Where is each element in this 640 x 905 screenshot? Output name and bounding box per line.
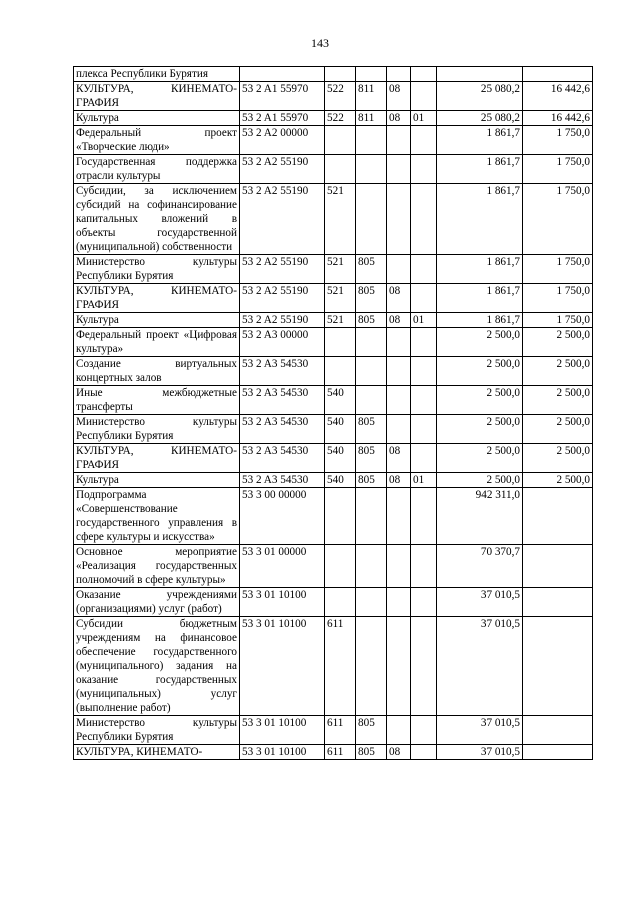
row-name-cell: Создание виртуальных концертных залов <box>74 357 240 386</box>
row-sub-cell <box>411 67 437 82</box>
row-rz-cell <box>356 67 387 82</box>
row-vr-cell: 611 <box>325 745 356 760</box>
row-vr-cell <box>325 126 356 155</box>
row-amount1-cell: 2 500,0 <box>437 386 523 415</box>
row-pr-cell <box>387 184 411 255</box>
row-code-cell <box>240 67 325 82</box>
row-rz-cell <box>356 488 387 545</box>
row-amount2-cell <box>523 716 593 745</box>
row-sub-cell: 01 <box>411 313 437 328</box>
row-pr-cell: 08 <box>387 284 411 313</box>
table-row <box>74 111 593 126</box>
row-rz-cell <box>356 386 387 415</box>
table-row <box>74 126 593 155</box>
row-amount1-cell: 1 861,7 <box>437 255 523 284</box>
row-sub-cell <box>411 716 437 745</box>
row-amount1-cell: 25 080,2 <box>437 111 523 126</box>
row-amount2-cell: 2 500,0 <box>523 357 593 386</box>
row-vr-cell: 521 <box>325 184 356 255</box>
row-code-cell: 53 2 A3 54530 <box>240 444 325 473</box>
row-vr-cell <box>325 67 356 82</box>
row-vr-cell: 611 <box>325 617 356 716</box>
row-vr-cell: 521 <box>325 313 356 328</box>
row-amount1-cell <box>437 67 523 82</box>
row-sub-cell <box>411 745 437 760</box>
row-rz-cell <box>356 155 387 184</box>
row-rz-cell <box>356 328 387 357</box>
row-code-cell: 53 2 A2 55190 <box>240 284 325 313</box>
row-code-cell: 53 2 A2 55190 <box>240 184 325 255</box>
row-amount1-cell: 37 010,5 <box>437 716 523 745</box>
row-amount2-cell <box>523 67 593 82</box>
row-sub-cell <box>411 357 437 386</box>
row-rz-cell <box>356 617 387 716</box>
row-amount2-cell <box>523 588 593 617</box>
row-code-cell: 53 2 A3 00000 <box>240 328 325 357</box>
row-amount2-cell: 2 500,0 <box>523 415 593 444</box>
row-sub-cell <box>411 184 437 255</box>
table-row <box>74 415 593 444</box>
row-rz-cell: 805 <box>356 255 387 284</box>
row-code-cell: 53 2 A3 54530 <box>240 386 325 415</box>
row-pr-cell <box>387 255 411 284</box>
row-pr-cell: 08 <box>387 111 411 126</box>
row-rz-cell: 805 <box>356 284 387 313</box>
row-name-cell: Федеральный проект «Творческие люди» <box>74 126 240 155</box>
row-amount2-cell: 2 500,0 <box>523 473 593 488</box>
row-name-cell: Иные межбюджетные трансферты <box>74 386 240 415</box>
row-amount2-cell: 1 750,0 <box>523 155 593 184</box>
row-name-cell: Субсидии, за исключением субсидий на софинансирование капитальных вложений в объекты государственной (муниципальной) собственности <box>74 184 240 255</box>
row-amount2-cell: 1 750,0 <box>523 184 593 255</box>
row-amount2-cell <box>523 545 593 588</box>
table-row <box>74 745 593 760</box>
table-row <box>74 155 593 184</box>
table-row <box>74 67 593 82</box>
row-sub-cell <box>411 82 437 111</box>
row-code-cell: 53 2 A1 55970 <box>240 82 325 111</box>
row-name-cell: КУЛЬТУРА, КИНЕМАТО- <box>74 745 240 760</box>
row-name-cell: Подпрограмма «Совершенствование государственного управления в сфере культуры и искусства» <box>74 488 240 545</box>
row-vr-cell <box>325 328 356 357</box>
row-rz-cell: 811 <box>356 82 387 111</box>
table-row <box>74 473 593 488</box>
row-sub-cell <box>411 126 437 155</box>
row-rz-cell: 805 <box>356 415 387 444</box>
row-pr-cell <box>387 357 411 386</box>
row-code-cell: 53 2 A2 55190 <box>240 155 325 184</box>
row-vr-cell <box>325 357 356 386</box>
row-amount1-cell: 37 010,5 <box>437 617 523 716</box>
row-pr-cell <box>387 545 411 588</box>
table-row <box>74 444 593 473</box>
row-vr-cell: 540 <box>325 444 356 473</box>
budget-table <box>73 66 593 760</box>
row-rz-cell <box>356 126 387 155</box>
row-name-cell: Субсидии бюджетным учреждениям на финансовое обеспечение государственного (муниципального) задания на оказание государственных (муниципальных) услуг (выполнение работ) <box>74 617 240 716</box>
table-row <box>74 313 593 328</box>
row-pr-cell: 08 <box>387 473 411 488</box>
row-amount2-cell: 1 750,0 <box>523 255 593 284</box>
row-amount2-cell <box>523 745 593 760</box>
table-row <box>74 255 593 284</box>
row-vr-cell <box>325 588 356 617</box>
row-amount1-cell: 1 861,7 <box>437 155 523 184</box>
row-sub-cell <box>411 444 437 473</box>
row-amount1-cell: 1 861,7 <box>437 126 523 155</box>
row-amount1-cell: 37 010,5 <box>437 745 523 760</box>
row-rz-cell: 805 <box>356 444 387 473</box>
row-amount2-cell: 1 750,0 <box>523 284 593 313</box>
row-amount2-cell: 16 442,6 <box>523 111 593 126</box>
row-amount1-cell: 2 500,0 <box>437 328 523 357</box>
table-row <box>74 184 593 255</box>
row-rz-cell <box>356 357 387 386</box>
row-code-cell: 53 2 A2 55190 <box>240 255 325 284</box>
row-sub-cell: 01 <box>411 111 437 126</box>
row-pr-cell <box>387 328 411 357</box>
row-rz-cell: 805 <box>356 745 387 760</box>
row-code-cell: 53 2 A3 54530 <box>240 357 325 386</box>
row-amount2-cell: 16 442,6 <box>523 82 593 111</box>
table-row <box>74 588 593 617</box>
row-rz-cell <box>356 184 387 255</box>
row-sub-cell: 01 <box>411 473 437 488</box>
row-vr-cell: 540 <box>325 386 356 415</box>
row-code-cell: 53 2 A2 00000 <box>240 126 325 155</box>
row-name-cell: Культура <box>74 313 240 328</box>
row-name-cell: Оказание учреждениями (организациями) услуг (работ) <box>74 588 240 617</box>
row-pr-cell <box>387 415 411 444</box>
row-name-cell: Основное мероприятие «Реализация государственных полномочий в сфере культуры» <box>74 545 240 588</box>
row-name-cell: КУЛЬТУРА, КИНЕМАТО-ГРАФИЯ <box>74 444 240 473</box>
table-row <box>74 284 593 313</box>
row-amount1-cell: 2 500,0 <box>437 357 523 386</box>
row-amount1-cell: 2 500,0 <box>437 415 523 444</box>
row-rz-cell <box>356 545 387 588</box>
row-pr-cell <box>387 155 411 184</box>
row-sub-cell <box>411 488 437 545</box>
table-row <box>74 617 593 716</box>
row-name-cell: КУЛЬТУРА, КИНЕМАТО-ГРАФИЯ <box>74 284 240 313</box>
row-name-cell: Министерство культуры Республики Бурятия <box>74 716 240 745</box>
row-amount2-cell: 1 750,0 <box>523 313 593 328</box>
row-name-cell: Министерство культуры Республики Бурятия <box>74 415 240 444</box>
row-sub-cell <box>411 588 437 617</box>
table-row <box>74 82 593 111</box>
row-code-cell: 53 3 01 10100 <box>240 617 325 716</box>
row-rz-cell: 805 <box>356 473 387 488</box>
row-name-cell: Государственная поддержка отрасли культуры <box>74 155 240 184</box>
row-code-cell: 53 2 A2 55190 <box>240 313 325 328</box>
row-code-cell: 53 3 01 10100 <box>240 716 325 745</box>
row-amount2-cell: 2 500,0 <box>523 444 593 473</box>
row-code-cell: 53 3 00 00000 <box>240 488 325 545</box>
row-amount1-cell: 1 861,7 <box>437 284 523 313</box>
row-name-cell: КУЛЬТУРА, КИНЕМАТО-ГРАФИЯ <box>74 82 240 111</box>
table-row <box>74 357 593 386</box>
row-amount1-cell: 25 080,2 <box>437 82 523 111</box>
row-sub-cell <box>411 415 437 444</box>
row-sub-cell <box>411 545 437 588</box>
row-pr-cell <box>387 588 411 617</box>
row-vr-cell <box>325 155 356 184</box>
row-sub-cell <box>411 255 437 284</box>
row-amount2-cell: 2 500,0 <box>523 386 593 415</box>
row-pr-cell <box>387 488 411 545</box>
row-vr-cell <box>325 545 356 588</box>
row-sub-cell <box>411 328 437 357</box>
row-amount2-cell <box>523 617 593 716</box>
row-amount1-cell: 2 500,0 <box>437 444 523 473</box>
row-code-cell: 53 2 A3 54530 <box>240 473 325 488</box>
row-amount1-cell: 2 500,0 <box>437 473 523 488</box>
row-vr-cell: 522 <box>325 111 356 126</box>
row-amount1-cell: 1 861,7 <box>437 184 523 255</box>
row-sub-cell <box>411 155 437 184</box>
row-amount2-cell <box>523 488 593 545</box>
row-sub-cell <box>411 386 437 415</box>
row-code-cell: 53 3 01 00000 <box>240 545 325 588</box>
table-row <box>74 716 593 745</box>
row-pr-cell: 08 <box>387 444 411 473</box>
row-vr-cell: 540 <box>325 473 356 488</box>
table-row <box>74 488 593 545</box>
row-vr-cell: 521 <box>325 255 356 284</box>
row-name-cell: Министерство культуры Республики Бурятия <box>74 255 240 284</box>
row-code-cell: 53 3 01 10100 <box>240 588 325 617</box>
row-sub-cell <box>411 284 437 313</box>
row-pr-cell <box>387 67 411 82</box>
row-code-cell: 53 2 A1 55970 <box>240 111 325 126</box>
budget-table-body <box>74 67 593 760</box>
row-pr-cell <box>387 386 411 415</box>
row-amount1-cell: 37 010,5 <box>437 588 523 617</box>
table-row <box>74 386 593 415</box>
table-row <box>74 328 593 357</box>
row-rz-cell <box>356 588 387 617</box>
row-name-cell: Федеральный проект «Цифровая культура» <box>74 328 240 357</box>
row-name-cell: Культура <box>74 473 240 488</box>
row-rz-cell: 805 <box>356 716 387 745</box>
page-number: 143 <box>311 36 329 50</box>
row-pr-cell: 08 <box>387 745 411 760</box>
row-name-cell: плекса Республики Бурятия <box>74 67 240 82</box>
row-pr-cell <box>387 126 411 155</box>
row-rz-cell: 811 <box>356 111 387 126</box>
row-pr-cell: 08 <box>387 313 411 328</box>
row-vr-cell: 522 <box>325 82 356 111</box>
row-code-cell: 53 2 A3 54530 <box>240 415 325 444</box>
row-amount2-cell: 1 750,0 <box>523 126 593 155</box>
row-pr-cell <box>387 716 411 745</box>
row-amount1-cell: 942 311,0 <box>437 488 523 545</box>
row-sub-cell <box>411 617 437 716</box>
row-vr-cell <box>325 488 356 545</box>
row-amount2-cell: 2 500,0 <box>523 328 593 357</box>
row-name-cell: Культура <box>74 111 240 126</box>
row-vr-cell: 521 <box>325 284 356 313</box>
table-row <box>74 545 593 588</box>
row-amount1-cell: 70 370,7 <box>437 545 523 588</box>
row-vr-cell: 611 <box>325 716 356 745</box>
row-rz-cell: 805 <box>356 313 387 328</box>
row-code-cell: 53 3 01 10100 <box>240 745 325 760</box>
row-vr-cell: 540 <box>325 415 356 444</box>
row-pr-cell <box>387 617 411 716</box>
row-pr-cell: 08 <box>387 82 411 111</box>
row-amount1-cell: 1 861,7 <box>437 313 523 328</box>
